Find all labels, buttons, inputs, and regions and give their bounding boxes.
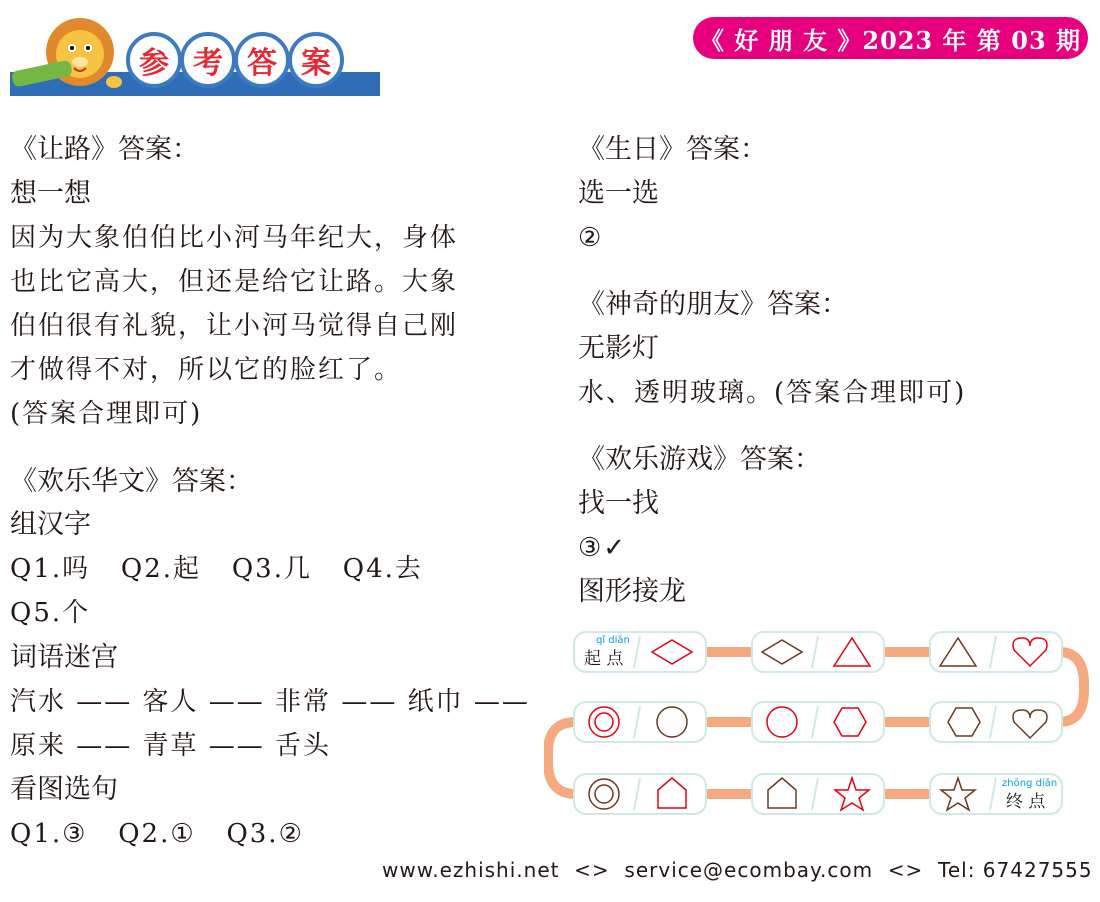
end-label: 终 点: [1006, 792, 1046, 812]
subheading-xuanyixuan: 选一选: [578, 178, 659, 209]
subheading-ciyu-migong: 词语迷宫: [10, 642, 118, 673]
answer-line: Q5.个: [10, 598, 91, 628]
answer-line: 才做得不对，所以它的脸红了。: [10, 355, 403, 385]
title-char: 考: [180, 32, 236, 88]
lion-mascot-logo: [10, 12, 130, 96]
answer-line: 伯伯很有礼貌，让小河马觉得自己刚: [10, 311, 459, 341]
subheading-zu-hanzi: 组汉字: [10, 509, 91, 540]
answer-line: 水、透明玻璃。(答案合理即可): [578, 378, 967, 408]
subheading-kantu-xuanju: 看图选句: [10, 774, 118, 805]
section-title-huanle-huawen: 《欢乐华文》答案：: [10, 466, 253, 497]
subheading-xiangyixiang: 想一想: [10, 178, 91, 209]
title-char: 参: [126, 32, 182, 88]
answer-line: 也比它高大，但还是给它让路。大象: [10, 267, 459, 297]
title-char: 答: [234, 32, 290, 88]
section-title-huanle-youxi: 《欢乐游戏》答案：: [578, 444, 821, 475]
shape-chain-puzzle: [544, 624, 1094, 820]
footer-contact: www.ezhishi.net <> service@ecombay.com <> Tel: 67427555: [382, 858, 1093, 882]
section-title-shenqi-pengyou: 《神奇的朋友》答案：: [578, 289, 848, 320]
answer-line: Q1.③ Q2.① Q3.②: [10, 819, 304, 849]
end-pinyin: zhōng diǎn: [1002, 778, 1058, 789]
answer-line: 因为大象伯伯比小河马年纪大，身体: [10, 223, 459, 253]
answer-line: Q1.吗 Q2.起 Q3.几 Q4.去: [10, 554, 423, 584]
start-pinyin: qǐ diǎn: [596, 635, 630, 646]
answer-line: ②: [578, 223, 604, 253]
subheading-tuxing-jielong: 图形接龙: [578, 576, 686, 607]
issue-label: 《 好 朋 友 》2023 年 第 03 期: [693, 17, 1088, 59]
subheading-wuying-deng: 无影灯: [578, 333, 659, 364]
start-label: 起 点: [584, 649, 624, 669]
answer-line: 原来 —— 青草 —— 舌头: [10, 731, 332, 761]
answer-line: ③✓: [578, 533, 628, 563]
answer-line: 汽水 —— 客人 —— 非常 —— 纸巾 ——: [10, 687, 530, 717]
section-title-shengri: 《生日》答案：: [578, 134, 767, 165]
subheading-zhaoyizhao: 找一找: [578, 488, 659, 519]
answer-line: (答案合理即可): [10, 399, 203, 429]
section-title-ranglu: 《让路》答案：: [10, 134, 199, 165]
title-char: 案: [288, 32, 344, 88]
answer-key-title: [126, 32, 342, 88]
